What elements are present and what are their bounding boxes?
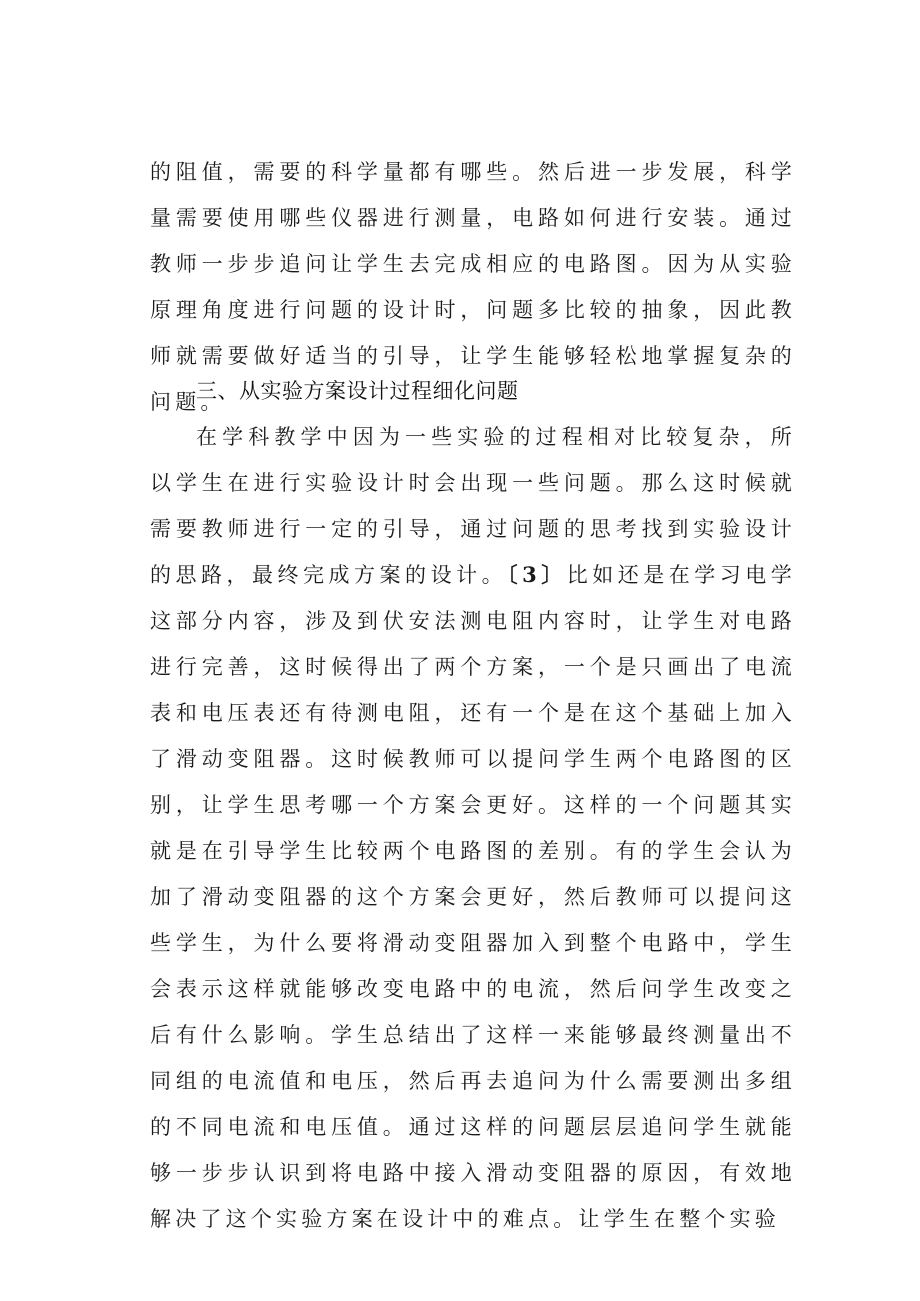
- paragraph-continued: 的阻值，需要的科学量都有哪些。然后进一步发展，科学量需要使用哪些仪器进行测量，电路如何进行安装。通过教师一步步追问让学生去完成相应的电路图。因为从实验原理角度进行问题的设计时，问题多比较的抽象，因此教师就需要做好适当的引导，让学生能够轻松地掌握复杂的问题。: [150, 160, 796, 414]
- paragraph-text-after-citation: 比如还是在学习电学这部分内容，涉及到伏安法测电阻内容时，让学生对电路进行完善，这时候得出了两个方案，一个是只画出了电流表和电压表还有待测电阻，还有一个是在这个基础上加入了滑动变阻器。这时候教师可以提问学生两个电路图的区别，让学生思考哪一个方案会更好。这样的一个问题其实就是在引导学生比较两个电路图的差别。有的学生会认为加了滑动变阻器的这个方案会更好，然后教师可以提问这些学生，为什么要将滑动变阻器加入到整个电路中，学生会表示这样就能够改变电路中的电流，然后问学生改变之后有什么影响。学生总结出了这样一来能够最终测量出不同组的电流值和电压，然后再去追问为什么需要测出多组的不同电流和电压值。通过这样的问题层层追问学生就能够一步步认识到将电路中接入滑动变阻器的原因，有效地解决了这个实验方案在设计中的难点。让学生在整个实验: [150, 563, 796, 1231]
- paragraph-text-before-citation: 在学科教学中因为一些实验的过程相对比较复杂，所以学生在进行实验设计时会出现一些问题。那么这时候就需要教师进行一定的引导，通过问题的思考找到实验设计的思路，最终完成方案的设计。: [150, 425, 796, 587]
- section-heading: 三、从实验方案设计过程细化问题: [196, 379, 519, 403]
- citation-reference: 〔3〕: [507, 562, 567, 587]
- paragraph-experiment-design: [150, 414, 796, 1242]
